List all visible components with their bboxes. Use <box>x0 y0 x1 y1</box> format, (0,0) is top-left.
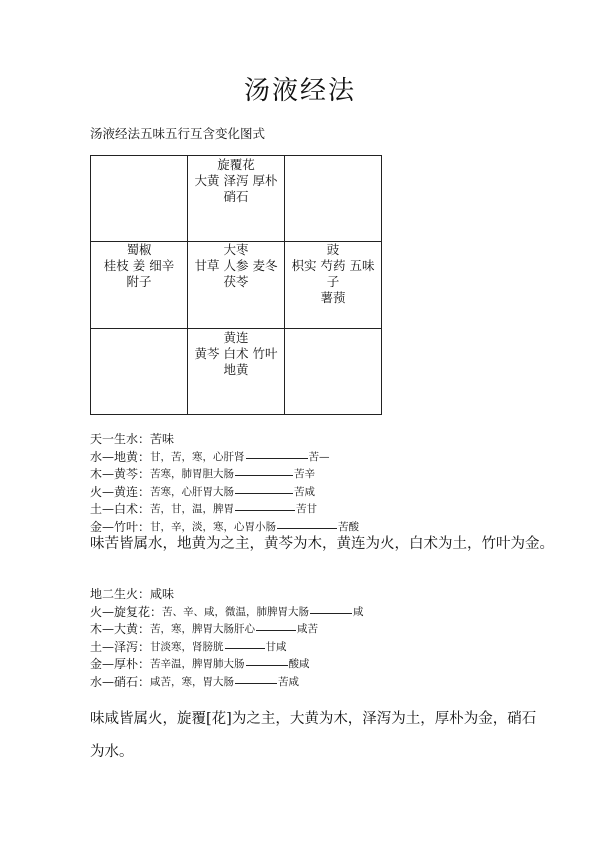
herb-name: 土—白术： <box>90 502 151 516</box>
grid-cell-middle-left <box>91 242 188 329</box>
herb-name: 土—泽泻： <box>90 639 151 654</box>
herb-name: 火—旋复花： <box>90 604 163 619</box>
diagram-subtitle: 汤液经法五味五行互含变化图式 <box>90 126 266 141</box>
grid-cell-center <box>188 242 285 329</box>
connector-line <box>235 683 277 684</box>
cell-text-line: 子 <box>326 274 340 289</box>
herb-property: 甘，辛，淡，寒，心胃小肠 <box>150 520 277 533</box>
herb-property: 咸苦，寒，胃大肠 <box>150 675 235 688</box>
grid-cell-top-left <box>91 156 188 242</box>
herb-property: 苦辛温，脾胃肺大肠 <box>150 658 245 670</box>
section-fire-salty <box>90 586 364 691</box>
herb-flavor: 苦酸 <box>338 520 360 533</box>
grid-cell-top-right <box>285 156 382 242</box>
cell-text-line: 硝石 <box>223 189 249 204</box>
herb-name: 金—竹叶： <box>90 519 151 534</box>
herb-flavor: 苦— <box>308 450 330 463</box>
cell-text-line: 旋覆花 <box>217 157 255 172</box>
herb-flavor: 苦辛 <box>294 468 316 480</box>
cell-text-line: 薯蓣 <box>320 290 346 305</box>
connector-line <box>235 493 293 494</box>
herb-flavor: 咸苦 <box>297 623 319 635</box>
grid-cell-middle-right <box>285 242 382 329</box>
herb-property: 甘淡寒，肾膀胱 <box>150 640 224 653</box>
grid-cell-bottom-right <box>285 329 382 415</box>
connector-line <box>246 458 308 459</box>
herb-name: 火—黄连： <box>90 484 151 499</box>
herb-flavor: 苦咸 <box>294 485 316 498</box>
cell-text-line: 茯苓 <box>223 274 249 289</box>
herb-name: 木—黄芩： <box>90 467 151 481</box>
connector-line <box>246 665 288 666</box>
list-item <box>90 449 359 467</box>
cell-text-line: 地黄 <box>223 362 249 377</box>
herb-property: 苦寒，心肝胃大肠 <box>150 485 235 498</box>
herb-property: 苦寒，肺胃胆大肠 <box>150 468 235 480</box>
connector-line <box>310 613 352 614</box>
list-item <box>90 674 364 692</box>
connector-line <box>225 648 265 649</box>
herb-property: 甘，苦，寒，心肝肾 <box>150 450 245 463</box>
herb-flavor: 苦甘 <box>296 503 318 515</box>
herb-flavor: 苦咸 <box>278 675 300 688</box>
herb-name: 金—厚朴： <box>90 657 151 671</box>
section-heading: 地二生火：咸味 <box>90 587 175 601</box>
herb-name: 水—硝石： <box>90 674 151 689</box>
grid-cell-bottom-left <box>91 329 188 415</box>
five-flavor-grid <box>90 155 382 415</box>
herb-flavor: 酸咸 <box>288 658 310 670</box>
section-heading: 天一生水：苦味 <box>90 432 175 446</box>
cell-text-line: 大黄 泽泻 厚朴 <box>194 173 278 188</box>
cell-text-line: 附子 <box>126 274 152 289</box>
section-water-bitter <box>90 431 359 536</box>
herb-property: 苦、辛、咸，微温，肺脾胃大肠 <box>162 605 310 618</box>
cell-text-line: 黄连 <box>223 330 249 345</box>
cell-text-line: 蜀椒 <box>126 242 152 257</box>
list-item <box>90 639 364 657</box>
connector-line <box>277 528 337 529</box>
cell-text-line: 甘草 人参 麦冬 <box>194 258 278 273</box>
connector-line <box>256 630 296 631</box>
summary-water-bitter: 味苦皆属水，地黄为之主，黄芩为木，黄连为火，白术为土，竹叶为金。 <box>90 536 554 552</box>
herb-property: 苦，甘，温，脾胃 <box>150 503 235 515</box>
connector-line <box>235 510 295 511</box>
cell-text-line: 豉 <box>326 242 340 257</box>
list-item <box>90 501 359 519</box>
connector-line <box>235 475 293 476</box>
list-item <box>90 466 359 484</box>
herb-flavor: 甘咸 <box>265 640 287 653</box>
cell-text-line: 大枣 <box>223 242 249 257</box>
cell-text-line: 黄芩 白术 竹叶 <box>194 346 278 361</box>
page-title: 汤液经法 <box>243 76 356 106</box>
summary-fire-salty-line-1: 味咸皆属火，旋覆[花]为之主，大黄为木，泽泻为土，厚朴为金，硝石 <box>90 711 537 727</box>
list-item <box>90 484 359 502</box>
list-item <box>90 604 364 622</box>
summary-fire-salty-line-2: 为水。 <box>90 744 134 760</box>
grid-cell-bottom-center <box>188 329 285 415</box>
list-item <box>90 621 364 639</box>
cell-text-line: 桂枝 姜 细辛 <box>103 258 175 273</box>
herb-name: 水—地黄： <box>90 449 151 464</box>
list-item <box>90 656 364 674</box>
herb-property: 苦，寒，脾胃大肠肝心 <box>150 623 256 635</box>
grid-cell-top-center <box>188 156 285 242</box>
herb-name: 木—大黄： <box>90 622 151 636</box>
herb-flavor: 咸 <box>353 605 364 618</box>
cell-text-line: 枳实 芍药 五味 <box>291 258 375 273</box>
